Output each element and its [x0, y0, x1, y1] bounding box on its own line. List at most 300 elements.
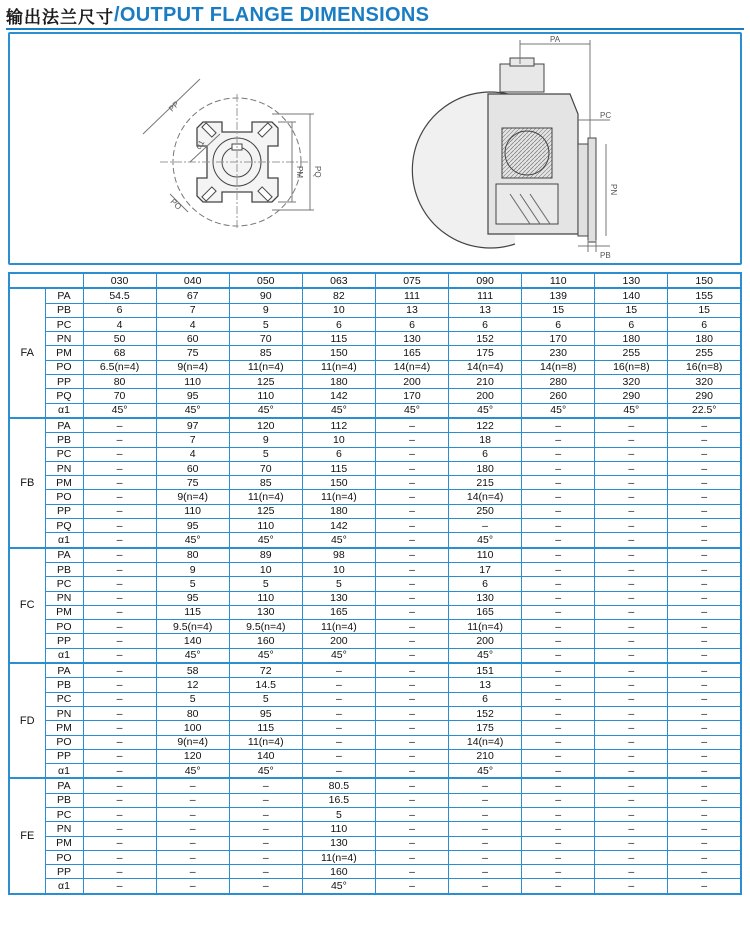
dimension-value: 15 — [522, 303, 595, 317]
parameter-label: PM — [45, 836, 83, 850]
dimension-value: 6 — [522, 317, 595, 331]
dimension-value: 5 — [302, 577, 375, 591]
dimension-value: – — [375, 605, 448, 619]
title-english: /OUTPUT FLANGE DIMENSIONS — [114, 3, 430, 26]
dimension-value: – — [522, 735, 595, 749]
dimension-value: – — [302, 692, 375, 706]
label-pb: PB — [600, 251, 611, 260]
dimension-value: 130 — [302, 591, 375, 605]
dimension-value: 45° — [302, 648, 375, 663]
dimension-value: – — [668, 605, 741, 619]
dimension-value: – — [522, 648, 595, 663]
dimension-value: 5 — [229, 577, 302, 591]
dimension-value: – — [83, 735, 156, 749]
dimension-value: – — [668, 548, 741, 563]
dimension-value: – — [83, 490, 156, 504]
parameter-label: PN — [45, 332, 83, 346]
dimension-value: – — [156, 850, 229, 864]
dimension-value: 11(n=4) — [302, 360, 375, 374]
dimension-value: – — [668, 533, 741, 548]
dimension-value: – — [522, 476, 595, 490]
dimension-value: – — [522, 461, 595, 475]
size-header: 040 — [156, 273, 229, 288]
table-row — [9, 332, 741, 346]
dimension-value: 150 — [302, 476, 375, 490]
dimension-value: 175 — [449, 346, 522, 360]
dimension-value: – — [83, 433, 156, 447]
dimension-value: – — [83, 577, 156, 591]
dimension-value: – — [156, 807, 229, 821]
dimension-value: – — [522, 807, 595, 821]
dimension-value: 111 — [375, 288, 448, 303]
parameter-label: PC — [45, 577, 83, 591]
table-row — [9, 461, 741, 475]
dimension-value: – — [83, 879, 156, 894]
dimension-value: – — [375, 418, 448, 433]
table-row — [9, 403, 741, 418]
dimension-value: – — [595, 476, 668, 490]
dimension-value: 11(n=4) — [302, 620, 375, 634]
dimension-value: – — [449, 865, 522, 879]
dimension-value: – — [375, 490, 448, 504]
dimension-value: – — [375, 504, 448, 518]
parameter-label: PP — [45, 749, 83, 763]
dimension-value: – — [83, 807, 156, 821]
dimension-value: – — [375, 749, 448, 763]
dimension-value: – — [375, 577, 448, 591]
dimension-value: 151 — [449, 663, 522, 678]
label-pc: PC — [600, 111, 612, 120]
dimension-value: 5 — [229, 692, 302, 706]
dimension-value: – — [522, 562, 595, 576]
dimension-value: – — [522, 692, 595, 706]
dimension-value: – — [522, 418, 595, 433]
dimension-value: 15 — [595, 303, 668, 317]
dimension-value: 10 — [302, 433, 375, 447]
parameter-label: PO — [45, 360, 83, 374]
dimension-value: 152 — [449, 332, 522, 346]
dimension-value: – — [156, 879, 229, 894]
dimension-value: 89 — [229, 548, 302, 563]
dimension-value: 155 — [668, 288, 741, 303]
label-alpha1: α1 — [193, 138, 207, 151]
dimension-value: 85 — [229, 476, 302, 490]
size-header: 150 — [668, 273, 741, 288]
dimension-value: – — [595, 577, 668, 591]
dimension-value: – — [229, 865, 302, 879]
dimension-value: 11(n=4) — [229, 735, 302, 749]
dimension-value: – — [668, 879, 741, 894]
dimension-value: – — [595, 692, 668, 706]
table-row — [9, 807, 741, 821]
parameter-label: PC — [45, 807, 83, 821]
dimension-value: 200 — [375, 375, 448, 389]
dimension-value: – — [522, 879, 595, 894]
dimension-value: 139 — [522, 288, 595, 303]
dimension-value: – — [375, 836, 448, 850]
dimension-value: – — [668, 793, 741, 807]
dimension-value: – — [595, 548, 668, 563]
dimension-value: – — [156, 793, 229, 807]
table-row — [9, 519, 741, 533]
table-row — [9, 288, 741, 303]
dimension-value: 45° — [229, 648, 302, 663]
dimension-value: 180 — [595, 332, 668, 346]
dimension-value: – — [668, 678, 741, 692]
dimension-value: – — [522, 519, 595, 533]
dimension-value: 95 — [229, 706, 302, 720]
dimension-value: 115 — [302, 461, 375, 475]
table-row — [9, 778, 741, 793]
dimension-value: – — [302, 721, 375, 735]
dimension-value: 255 — [668, 346, 741, 360]
dimension-value: – — [83, 634, 156, 648]
dimension-value: 85 — [229, 346, 302, 360]
dimension-value: 9(n=4) — [156, 360, 229, 374]
parameter-label: α1 — [45, 403, 83, 418]
flange-group-label: FC — [9, 548, 45, 663]
dimension-value: – — [375, 793, 448, 807]
dimension-value: – — [375, 548, 448, 563]
parameter-label: PP — [45, 504, 83, 518]
dimension-value: 16(n=8) — [668, 360, 741, 374]
dimension-value: 14(n=8) — [522, 360, 595, 374]
dimension-value: 16.5 — [302, 793, 375, 807]
dimension-value: – — [229, 807, 302, 821]
flange-group-label: FD — [9, 663, 45, 778]
dimension-value: 7 — [156, 433, 229, 447]
dimension-value: 165 — [375, 346, 448, 360]
dimension-value: – — [449, 836, 522, 850]
size-header: 090 — [449, 273, 522, 288]
dimension-value: 45° — [83, 403, 156, 418]
parameter-label: PB — [45, 433, 83, 447]
dimension-value: – — [668, 749, 741, 763]
dimension-value: 6.5(n=4) — [83, 360, 156, 374]
table-row — [9, 605, 741, 619]
dimension-value: 68 — [83, 346, 156, 360]
dimension-value: 13 — [449, 303, 522, 317]
dimension-value: 255 — [595, 346, 668, 360]
dimension-value: – — [302, 706, 375, 720]
dimension-value: 10 — [302, 562, 375, 576]
dimension-value: 6 — [668, 317, 741, 331]
dimension-value: – — [375, 476, 448, 490]
dimension-value: – — [595, 591, 668, 605]
dimension-value: 215 — [449, 476, 522, 490]
parameter-label: PN — [45, 591, 83, 605]
dimension-value: – — [83, 548, 156, 563]
dimension-value: – — [595, 648, 668, 663]
dimension-value: – — [522, 764, 595, 779]
dimension-value: 75 — [156, 346, 229, 360]
dimension-value: – — [595, 793, 668, 807]
table-row — [9, 836, 741, 850]
parameter-label: PN — [45, 706, 83, 720]
dimension-value: – — [668, 461, 741, 475]
parameter-label: PM — [45, 476, 83, 490]
dimension-value: – — [595, 533, 668, 548]
dimension-value: – — [595, 865, 668, 879]
dimension-value: 6 — [302, 447, 375, 461]
dimension-value: 170 — [522, 332, 595, 346]
table-row — [9, 360, 741, 374]
table-row — [9, 850, 741, 864]
dimension-value: – — [375, 591, 448, 605]
dimension-value: – — [595, 879, 668, 894]
dimension-value: – — [668, 620, 741, 634]
table-row — [9, 418, 741, 433]
dimension-value: – — [522, 822, 595, 836]
dimension-value: 45° — [375, 403, 448, 418]
dimension-value: – — [375, 519, 448, 533]
dimension-value: 110 — [156, 375, 229, 389]
dimension-value: – — [375, 879, 448, 894]
dimension-value: – — [449, 778, 522, 793]
dimension-value: – — [522, 577, 595, 591]
table-row — [9, 548, 741, 563]
dimension-value: 80 — [83, 375, 156, 389]
dimension-value: – — [668, 648, 741, 663]
gearbox-side-view — [412, 40, 610, 252]
dimension-value: 6 — [449, 692, 522, 706]
dimension-value: – — [449, 879, 522, 894]
dimension-value: 17 — [449, 562, 522, 576]
dimension-value: – — [595, 807, 668, 821]
parameter-label: PA — [45, 548, 83, 563]
dimension-value: – — [83, 778, 156, 793]
dimension-value: 230 — [522, 346, 595, 360]
dimension-value: 45° — [229, 533, 302, 548]
dimension-value: 110 — [229, 519, 302, 533]
dimension-value: 14(n=4) — [449, 735, 522, 749]
dimension-value: 45° — [302, 879, 375, 894]
dimension-value: – — [375, 778, 448, 793]
table-row — [9, 721, 741, 735]
dimension-value: – — [83, 504, 156, 518]
dimension-value: 130 — [449, 591, 522, 605]
dimension-value: – — [522, 605, 595, 619]
dimension-value: – — [595, 634, 668, 648]
dimension-value: – — [668, 706, 741, 720]
dimension-value: – — [595, 447, 668, 461]
dimension-value: 11(n=4) — [302, 850, 375, 864]
dimension-value: 70 — [229, 332, 302, 346]
dimension-value: 100 — [156, 721, 229, 735]
dimension-value: 98 — [302, 548, 375, 563]
table-row — [9, 663, 741, 678]
dimension-value: 12 — [156, 678, 229, 692]
parameter-label: PA — [45, 778, 83, 793]
dimension-value: – — [595, 663, 668, 678]
parameter-label: PC — [45, 692, 83, 706]
dimension-value: – — [156, 778, 229, 793]
dimension-value: 6 — [302, 317, 375, 331]
dimension-value: – — [83, 793, 156, 807]
table-row — [9, 822, 741, 836]
dimensions-table — [8, 272, 742, 895]
dimension-value: – — [375, 663, 448, 678]
dimension-value: – — [595, 562, 668, 576]
dimension-value: – — [668, 778, 741, 793]
title-chinese: 输出法兰尺寸 — [6, 7, 114, 28]
parameter-label: PA — [45, 288, 83, 303]
dimension-value: 45° — [595, 403, 668, 418]
dimension-value: 320 — [595, 375, 668, 389]
dimension-value: – — [522, 504, 595, 518]
label-pq: PQ — [313, 166, 322, 178]
dimension-value: – — [449, 519, 522, 533]
dimension-value: 13 — [375, 303, 448, 317]
dimension-value: – — [83, 461, 156, 475]
dimension-value: – — [668, 504, 741, 518]
dimension-value: 165 — [449, 605, 522, 619]
dimension-value: 67 — [156, 288, 229, 303]
dimension-value: – — [229, 850, 302, 864]
parameter-label: PO — [45, 735, 83, 749]
dimension-value: – — [595, 721, 668, 735]
dimension-value: 9.5(n=4) — [156, 620, 229, 634]
dimension-value: 152 — [449, 706, 522, 720]
dimension-value: 82 — [302, 288, 375, 303]
dimension-value: 4 — [156, 317, 229, 331]
page-title — [6, 2, 429, 28]
table-body — [9, 288, 741, 893]
dimension-value: – — [668, 807, 741, 821]
dimension-value: 6 — [83, 303, 156, 317]
dimension-value: 110 — [449, 548, 522, 563]
dimension-value: – — [668, 850, 741, 864]
dimension-value: 80.5 — [302, 778, 375, 793]
dimension-value: 110 — [156, 504, 229, 518]
dimension-value: 5 — [302, 807, 375, 821]
dimension-value: – — [83, 865, 156, 879]
dimension-value: 90 — [229, 288, 302, 303]
dimension-value: – — [522, 721, 595, 735]
dimension-value: – — [595, 418, 668, 433]
dimension-value: 210 — [449, 749, 522, 763]
dimension-value: – — [522, 490, 595, 504]
table-row — [9, 577, 741, 591]
dimension-value: – — [375, 692, 448, 706]
dimension-value: 9 — [229, 303, 302, 317]
dimension-value: 80 — [156, 548, 229, 563]
dimension-value: 115 — [156, 605, 229, 619]
parameter-label: PO — [45, 490, 83, 504]
dimension-value: 142 — [302, 519, 375, 533]
size-header: 130 — [595, 273, 668, 288]
parameter-label: α1 — [45, 879, 83, 894]
dimension-value: 18 — [449, 433, 522, 447]
dimension-value: 45° — [302, 403, 375, 418]
dimension-value: 140 — [595, 288, 668, 303]
dimension-value: – — [522, 433, 595, 447]
dimension-value: – — [522, 533, 595, 548]
table-row — [9, 562, 741, 576]
dimension-value: 45° — [302, 533, 375, 548]
size-header: 075 — [375, 273, 448, 288]
dimension-value: 290 — [668, 389, 741, 403]
dimension-value: – — [375, 807, 448, 821]
dimension-value: 140 — [156, 634, 229, 648]
table-row — [9, 447, 741, 461]
flange-group-label: FA — [9, 288, 45, 418]
dimension-value: – — [375, 764, 448, 779]
dimension-value: 54.5 — [83, 288, 156, 303]
dimension-value: – — [668, 447, 741, 461]
dimension-value: – — [375, 447, 448, 461]
dimension-value: 110 — [229, 389, 302, 403]
dimension-value: – — [668, 490, 741, 504]
dimension-value: – — [522, 836, 595, 850]
parameter-label: PA — [45, 418, 83, 433]
dimension-value: – — [375, 433, 448, 447]
dimension-value: – — [522, 865, 595, 879]
dimension-value: – — [595, 504, 668, 518]
dimension-value: 50 — [83, 332, 156, 346]
table-row — [9, 303, 741, 317]
dimension-value: – — [522, 620, 595, 634]
dimension-value: – — [668, 519, 741, 533]
parameter-label: PP — [45, 865, 83, 879]
dimension-value: 45° — [449, 533, 522, 548]
dimension-value: – — [668, 634, 741, 648]
dimension-value: 165 — [302, 605, 375, 619]
dimension-value: 97 — [156, 418, 229, 433]
dimension-value: 4 — [83, 317, 156, 331]
parameter-label: PP — [45, 375, 83, 389]
dimension-value: – — [375, 562, 448, 576]
dimension-value: 125 — [229, 504, 302, 518]
table-row — [9, 706, 741, 720]
dimension-value: – — [668, 865, 741, 879]
dimension-value: 110 — [229, 591, 302, 605]
dimension-value: – — [595, 749, 668, 763]
dimension-value: 45° — [449, 403, 522, 418]
dimension-value: – — [668, 663, 741, 678]
dimension-value: – — [668, 577, 741, 591]
dimension-value: 122 — [449, 418, 522, 433]
dimension-value: 200 — [449, 634, 522, 648]
dimension-value: – — [83, 749, 156, 763]
dimension-value: – — [83, 533, 156, 548]
table-row — [9, 433, 741, 447]
table-row — [9, 317, 741, 331]
table-row — [9, 620, 741, 634]
dimension-value: 290 — [595, 389, 668, 403]
parameter-label: α1 — [45, 533, 83, 548]
dimension-value: 111 — [449, 288, 522, 303]
dimension-value: – — [668, 836, 741, 850]
table-row — [9, 648, 741, 663]
dimension-value: – — [156, 865, 229, 879]
parameter-label: PC — [45, 447, 83, 461]
dimension-value: – — [668, 721, 741, 735]
dimension-value: – — [522, 778, 595, 793]
dimension-value: 6 — [449, 577, 522, 591]
dimension-value: 60 — [156, 332, 229, 346]
dimension-value: – — [83, 850, 156, 864]
dimension-value: – — [83, 447, 156, 461]
dimension-value: – — [83, 605, 156, 619]
dimension-value: – — [375, 822, 448, 836]
dimension-value: 45° — [156, 533, 229, 548]
dimension-value: 210 — [449, 375, 522, 389]
dimension-value: – — [375, 735, 448, 749]
dimension-value: 45° — [156, 403, 229, 418]
dimension-value: 280 — [522, 375, 595, 389]
dimension-value: – — [595, 735, 668, 749]
